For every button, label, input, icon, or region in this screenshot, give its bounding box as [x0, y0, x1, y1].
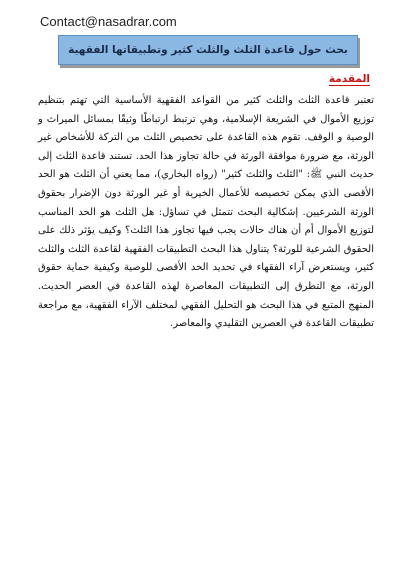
body-paragraph: تعتبر قاعدة الثلث والثلث كثير من القواعد الفقهية الأساسية التي تهتم بتنظيم توزيع الأموال في الشريعة الإسلامية، وهي ترتبط ارتباطًا وثيقًا بمسائل الميراث و الوصية و الوقف. تقوم هذه القاعدة على تخصيص الثلث من التركة للأشخاص غير الورثة، مع ضرورة موافقة الورثة في حالة تجاوز هذا الحد. تستند قاعدة الثلث إلى حديث النبي ﷺ: "الثلث والثلث كثير" (رواه البخاري)، مما يعني أن الثلث هو الحد الأقصى الذي يمكن تخصيصه للأعمال الخيرية أو غير الورثة دون الإضرار بحقوق الورثة الشرعيين. إشكالية البحث تتمثل في تساؤل: هل الثلث هو الحد المناسب لتوزيع الأموال أم أن هناك حالات يجب فيها تجاوز هذا الثلث؟ وكيف يؤثر ذلك على الحقوق الشرعية للورثة؟ يتناول هذا البحث التطبيقات الفقهية لقاعدة الثلث والثلث كثير، ويستعرض آراء الفقهاء في تحديد الحد الأقصى للوصية وكيفية حماية حقوق الورثة، مع التطرق إلى التطبيقات المعاصرة لهذه القاعدة في العصر الحديث. المنهج المتبع في هذا البحث هو التحليل الفقهي لمختلف الآراء الفقهية، مع مراجعة تطبيقات القاعدة في العصرين التقليدي والمعاصر.	[38, 95, 374, 330]
document-title: بحث حول قاعدة الثلث والثلث كثير وتطبيقاتها الفقهية	[68, 44, 348, 56]
contact-email: Contact@nasadrar.com	[40, 14, 177, 29]
section-heading: المقدمة	[328, 73, 370, 85]
document-title-box	[58, 35, 358, 65]
